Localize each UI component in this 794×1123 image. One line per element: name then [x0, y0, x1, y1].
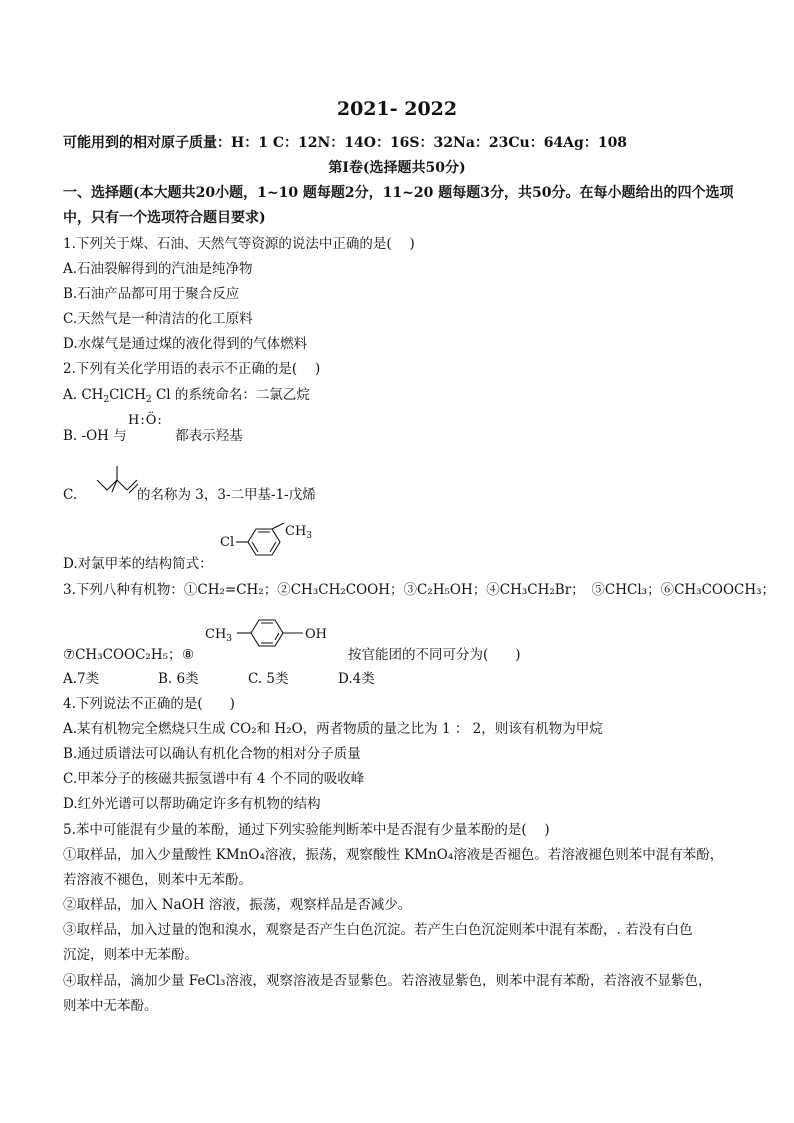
q3-option-b: B. 6类	[158, 671, 199, 687]
cresol-methyl-label	[205, 627, 232, 644]
q3-option-c: C. 5类	[248, 671, 289, 687]
q3-option-a: A.7类	[63, 671, 100, 687]
q5-statement-4-line-2: 则苯中无苯酚。	[63, 998, 158, 1014]
cresol-ch: CH	[205, 627, 227, 642]
p-cresol-svg	[205, 618, 345, 652]
q1-stem: 1.下列关于煤、石油、天然气等资源的说法中正确的是( )	[63, 236, 415, 252]
q3-item-7: ⑦CH₃COOC₂H₅；	[63, 647, 182, 663]
p-chlorotoluene-svg	[218, 523, 328, 563]
methyl-label	[285, 524, 312, 541]
q2-b-suffix: 都表示羟基	[175, 428, 243, 444]
q2-a-sub2: 2	[145, 395, 152, 405]
methyl-sub: 3	[306, 531, 313, 541]
q1-option-d: D.水煤气是通过煤的液化得到的气体燃料	[63, 336, 308, 352]
p-cresol-structure	[205, 618, 345, 652]
hydroxyl-electron-formula	[128, 412, 163, 428]
q5-statement-1-line-2: 若溶液不褪色，则苯中无苯酚。	[63, 872, 252, 888]
cresol-oh-label: OH	[305, 627, 327, 642]
q2-option-b	[63, 426, 243, 446]
chloro-label: Cl	[220, 535, 235, 550]
q3-option-d: D.4类	[338, 671, 375, 687]
q2-option-d: D.对氯甲苯的结构简式：	[63, 556, 213, 572]
q5-stem: 5.苯中可能混有少量的苯酚，通过下列实验能判断苯中是否混有少量苯酚的是( )	[63, 822, 550, 838]
volume-title: 第Ⅰ卷(选择题共50分)	[328, 160, 466, 176]
q2-a-mid: ClCH	[109, 387, 146, 403]
q5-statement-3-line-1: ③取样品，加入过量的饱和溴水，观察是否产生白色沉淀。若产生白色沉淀则苯中混有苯酚，. 若没有白色	[63, 922, 693, 938]
q2-stem: 2.下列有关化学用语的表示不正确的是( )	[63, 361, 321, 377]
q5-statement-4-line-1: ④取样品，滴加少量 FeCl₃溶液，观察溶液是否显紫色。若溶液显紫色，则苯中混有苯酚，若溶液不显紫色，	[63, 973, 712, 989]
atomic-mass-line: 可能用到的相对原子质量：H：1 C：12N：14O：16S：32Na：23Cu：64Ag：108	[63, 135, 628, 151]
q2-a-sub1: 2	[103, 395, 110, 405]
skeletal-structure-c	[95, 462, 139, 502]
q2-b-prefix: B. -OH 与	[63, 428, 127, 444]
q2-option-c	[63, 485, 77, 505]
q1-option-c: C.天然气是一种清洁的化工原料	[63, 311, 253, 327]
q4-option-a: A.某有机物完全燃烧只生成 CO₂和 H₂O，两者物质的量之比为 1 ： 2，则该有机物为甲烷	[63, 721, 603, 737]
methyl-ch: CH	[285, 524, 307, 539]
section-title-line-2: 中，只有一个选项符合题目要求)	[63, 210, 266, 226]
q4-option-b: B.通过质谱法可以确认有机化合物的相对分子质量	[63, 746, 361, 762]
q3-stem-end: 按官能团的不同可分为( )	[348, 647, 521, 663]
q4-option-d: D.红外光谱可以帮助确定许多有机物的结构	[63, 796, 321, 812]
q5-statement-3-line-2: 沉淀，则苯中无苯酚。	[63, 947, 198, 963]
q5-statement-1-line-1: ①取样品，加入少量酸性 KMnO₄溶液，振荡，观察酸性 KMnO₄溶液是否褪色。若溶液褪色则苯中混有苯酚，	[63, 847, 724, 863]
q2-c-prefix: C.	[63, 487, 78, 503]
q2-c-suffix: 的名称为 3，3-二甲基-1-戊烯	[137, 487, 316, 503]
q2-a-prefix: A. CH	[63, 387, 104, 403]
q4-stem: 4.下列说法不正确的是( )	[63, 696, 235, 712]
q3-item-8-label: ⑧	[182, 647, 195, 663]
q2-option-a	[63, 385, 310, 405]
hydroxyl-electron-text: H:Ö:	[128, 413, 163, 428]
q2-a-end: Cl 的系统命名：二氯乙烷	[155, 387, 310, 403]
cresol-sub: 3	[226, 634, 233, 644]
q1-option-a: A.石油裂解得到的汽油是纯净物	[63, 261, 253, 277]
section-title-line-1: 一、选择题(本大题共20小题，1~10 题每题2分，11~20 题每题3分，共50分。在每小题给出的四个选项	[63, 185, 734, 201]
skeletal-structure-svg	[95, 462, 139, 502]
p-chlorotoluene-structure	[218, 523, 328, 563]
q3-stem: 3.下列八种有机物：①CH₂=CH₂；②CH₃CH₂COOH；③C₂H₅OH；④CH₃CH₂Br； ⑤CHCl₃；⑥CH₃COOCH₃；	[63, 582, 776, 598]
q1-option-b: B.石油产品都可用于聚合反应	[63, 286, 240, 302]
q5-statement-2: ②取样品，加入 NaOH 溶液，振荡，观察样品是否减少。	[63, 897, 412, 913]
q4-option-c: C.甲苯分子的核磁共振氢谱中有 4 个不同的吸收峰	[63, 771, 365, 787]
exam-year-title: 2021- 2022	[336, 98, 458, 120]
